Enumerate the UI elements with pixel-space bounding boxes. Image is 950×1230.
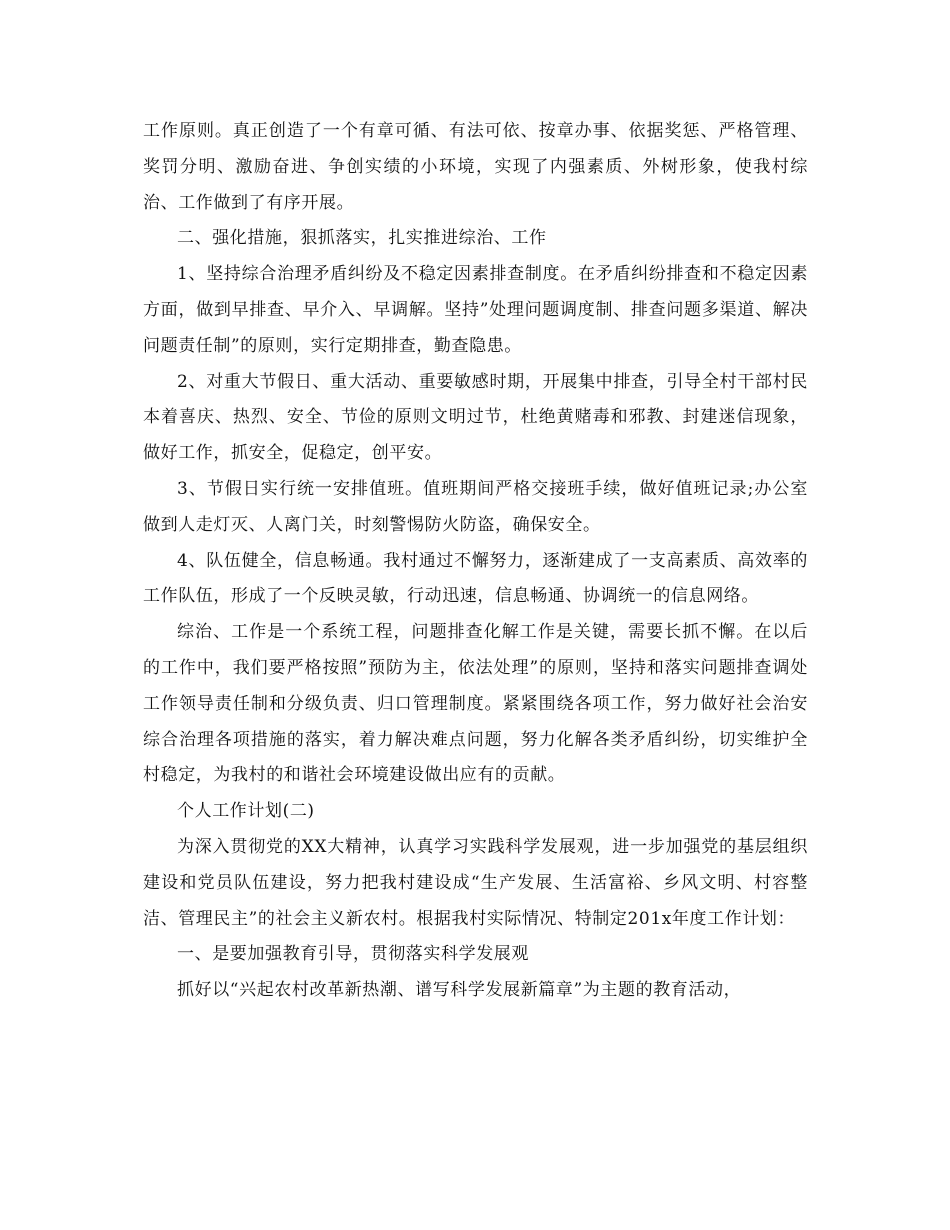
- paragraph-item-4: 4、队伍健全，信息畅通。我村通过不懈努力，逐渐建成了一支高素质、高效率的工作队伍，形成了一个反映灵敏，行动迅速，信息畅通、协调统一的信息网络。: [143, 550, 808, 607]
- paragraph-item-1: 1、坚持综合治理矛盾纠纷及不稳定因素排查制度。在矛盾纠纷排查和不稳定因素方面，做到早排查、早介入、早调解。坚持”处理问题调度制、排查问题多渠道、解决问题责任制”的原则，实行定期排查，勤查隐患。: [143, 264, 808, 356]
- paragraph-item-2: 2、对重大节假日、重大活动、重要敏感时期，开展集中排查，引导全村干部村民本着喜庆、热烈、安全、节俭的原则文明过节，杜绝黄赌毒和邪教、封建迷信现象，做好工作，抓安全，促稳定，创平安。: [143, 371, 808, 464]
- paragraph-work-principles: 工作原则。真正创造了一个有章可循、有法可依、按章办事、依据奖惩、严格管理、奖罚分明、激励奋进、争创实绩的小环境，实现了内强素质、外树形象，使我村综治、工作做到了有序开展。: [143, 121, 808, 213]
- section-title-plan-2: 个人工作计划(二): [177, 801, 315, 822]
- heading-strengthen-measures: 二、强化措施，狠抓落实，扎实推进综治、工作: [177, 228, 547, 249]
- paragraph-education-activity: 抓好以“兴起农村改革新热潮、谱写科学发展新篇章”为主题的教育活动，: [177, 980, 742, 1001]
- document-body: [143, 114, 808, 1009]
- paragraph-plan-intro: 为深入贯彻党的XX大精神，认真学习实践科学发展观，进一步加强党的基层组织建设和党员队伍建设，努力把我村建设成“生产发展、生活富裕、乡风文明、村容整洁、管理民主”的社会主义新农村。根据我村实际情况、特制定201x年度工作计划：: [143, 836, 808, 929]
- paragraph-summary: 综治、工作是一个系统工程，问题排查化解工作是关键，需要长抓不懈。在以后的工作中，我们要严格按照”预防为主，依法处理”的原则，坚持和落实问题排查调处工作领导责任制和分级负责、归口管理制度。紧紧围绕各项工作，努力做好社会治安综合治理各项措施的落实，着力解决难点问题，努力化解各类矛盾纠纷，切实维护全村稳定，为我村的和谐社会环境建设做出应有的贡献。: [143, 622, 808, 786]
- heading-education-guidance: 一、是要加强教育引导，贯彻落实科学发展观: [177, 944, 529, 965]
- paragraph-item-3: 3、节假日实行统一安排值班。值班期间严格交接班手续，做好值班记录;办公室做到人走灯灭、人离门关，时刻警惕防火防盗，确保安全。: [143, 478, 808, 535]
